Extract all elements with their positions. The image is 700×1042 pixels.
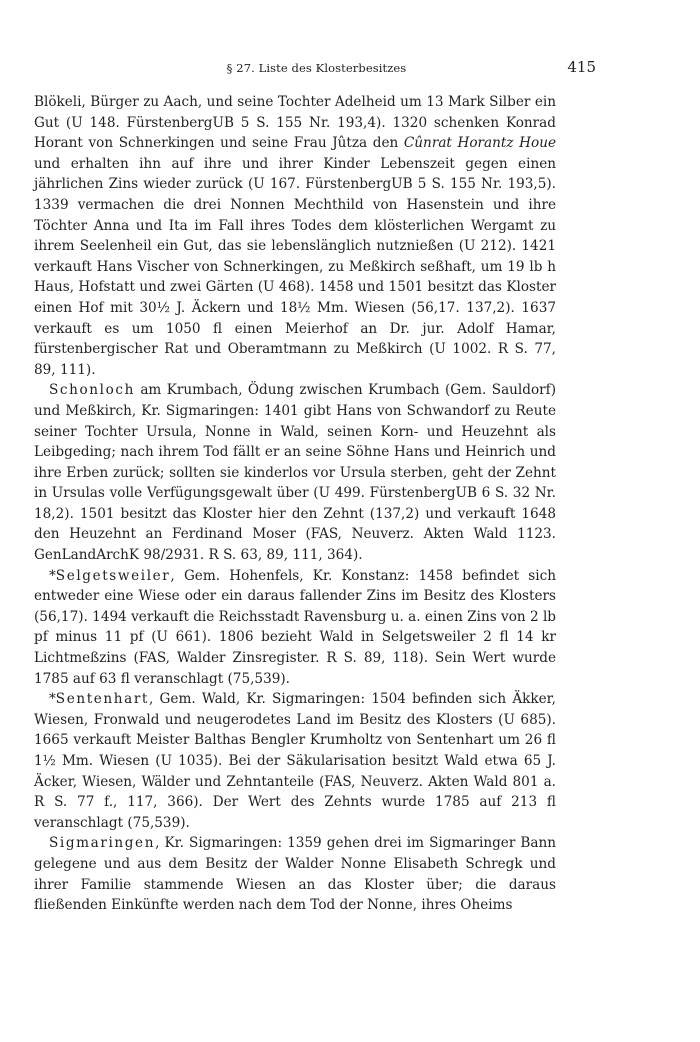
paragraph-text-continued: und erhalten ihn auf ihre und ihrer Kinder Lebenszeit gegen einen jährlichen Zins wieder zurück (U 167. FürstenbergUB 5 S. 155 Nr. 193,5). 1339 vermachen die drei Nonnen Mechthild von Hasenstein und ihre Töchter Anna und Ita im Fall ihres Todes dem klösterlichen Wergamt zu ihrem Seelenheil ein Gut, das sie lebenslänglich nutznießen (U 212). 1421 verkauft Hans Vischer von Schnerkingen, zu Meßkirch seßhaft, um 19 lb h Haus, Hofstatt und zwei Gärten (U 468). 1458 und 1501 besitzt das Kloster einen Hof mit 30½ J. Äckern und 18½ Mm. Wiesen (56,17. 137,2). 1637 verkauft es um 1050 fl einen Meierhof an Dr. jur. Adolf Hamar, fürstenbergischer Rat und Oberamtmann zu Meßkirch (U 1002. R S. 77, 89, 111). bbox=[34, 155, 556, 378]
place-name: Sentenhart bbox=[55, 691, 149, 708]
paragraph-selgetsweiler bbox=[34, 566, 556, 690]
page-number: 415 bbox=[567, 58, 596, 76]
italic-quote: Cûnrat Horantz Houe bbox=[403, 135, 556, 152]
paragraph-sigmaringen bbox=[34, 833, 556, 915]
running-title: § 27. Liste des Klosterbesitzes bbox=[226, 61, 407, 75]
paragraph-text: am Krumbach, Ödung zwischen Krumbach (Gem. Sauldorf) und Meßkirch, Kr. Sigmaringen: 1401 gibt Hans von Schwandorf zu Reute seiner Tochter Ursula, Nonne in Wald, seinen Korn- und Heuzehnt als Leibgeding; nach ihrem Tod fällt er an seine Söhne Hans und Heinrich und ihre Erben zurück; sollten sie kinderlos vor Ursula sterben, geht der Zehnt in Ursulas volle Verfügungsgewalt über (U 499. FürstenbergUB 6 S. 32 Nr. 18,2). 1501 besitzt das Kloster hier den Zehnt (137,2) und verkauft 1648 den Heuzehnt an Ferdinand Moser (FAS, Neuverz. Akten Wald 1123. GenLandArchK 98/2931. R S. 63, 89, 111, 364). bbox=[34, 382, 556, 564]
place-name: Schonloch bbox=[49, 382, 135, 399]
paragraph-text: , Gem. Hohenfels, Kr. Konstanz: 1458 befindet sich entweder eine Wiese oder ein daraus fallender Zins im Besitz des Klosters (56,17). 1494 verkauft die Reichsstadt Ravensburg u. a. einen Zins von 2 lb pf minus 11 pf (U 661). 1806 bezieht Wald in Selgetsweiler 2 fl 14 kr Lichtmeßzins (FAS, Walder Zinsregister. R S. 89, 118). Sein Wert wurde 1785 auf 63 fl veranschlagt (75,539). bbox=[34, 567, 556, 687]
paragraph-text: Blökeli, Bürger zu Aach, und seine Tochter Adelheid um 13 Mark Silber ein Gut (U 148. FürstenbergUB 5 S. 155 Nr. 193,4). 1320 schenken Konrad Horant von Schnerkingen und seine Frau Jûtza den bbox=[34, 94, 556, 152]
place-name: Sigmaringen bbox=[49, 835, 156, 852]
paragraph-sentenhart bbox=[34, 689, 556, 833]
body-text bbox=[34, 92, 556, 916]
paragraph-text: , Kr. Sigmaringen: 1359 gehen drei im Sigmaringer Bann gelegene und aus dem Besitz der Walder Nonne Elisabeth Schregk und ihrer Familie stammende Wiesen an das Kloster über; die daraus fließenden Einkünfte werden nach dem Tod der Nonne, ihres Oheims bbox=[34, 835, 556, 914]
place-name: Selgetsweiler bbox=[55, 567, 171, 584]
entry-marker: * bbox=[49, 567, 56, 584]
running-head bbox=[37, 58, 596, 80]
paragraph-blokeli bbox=[34, 92, 556, 380]
paragraph-schonloch bbox=[34, 380, 556, 565]
entry-marker: * bbox=[49, 691, 56, 708]
paragraph-text: , Gem. Wald, Kr. Sigmaringen: 1504 befinden sich Äkker, Wiesen, Fronwald und neugerodetes Land im Besitz des Klosters (U 685). 1665 verkauft Meister Balthas Bengler Krumholtz von Sentenhart um 26 fl 1½ Mm. Wiesen (U 1035). Bei der Säkularisation besitzt Wald etwa 65 J. Äcker, Wiesen, Wälder und Zehntanteile (FAS, Neuverz. Akten Wald 801 a. R S. 77 f., 117, 366). Der Wert des Zehnts wurde 1785 auf 213 fl veranschlagt (75,539). bbox=[34, 691, 556, 831]
